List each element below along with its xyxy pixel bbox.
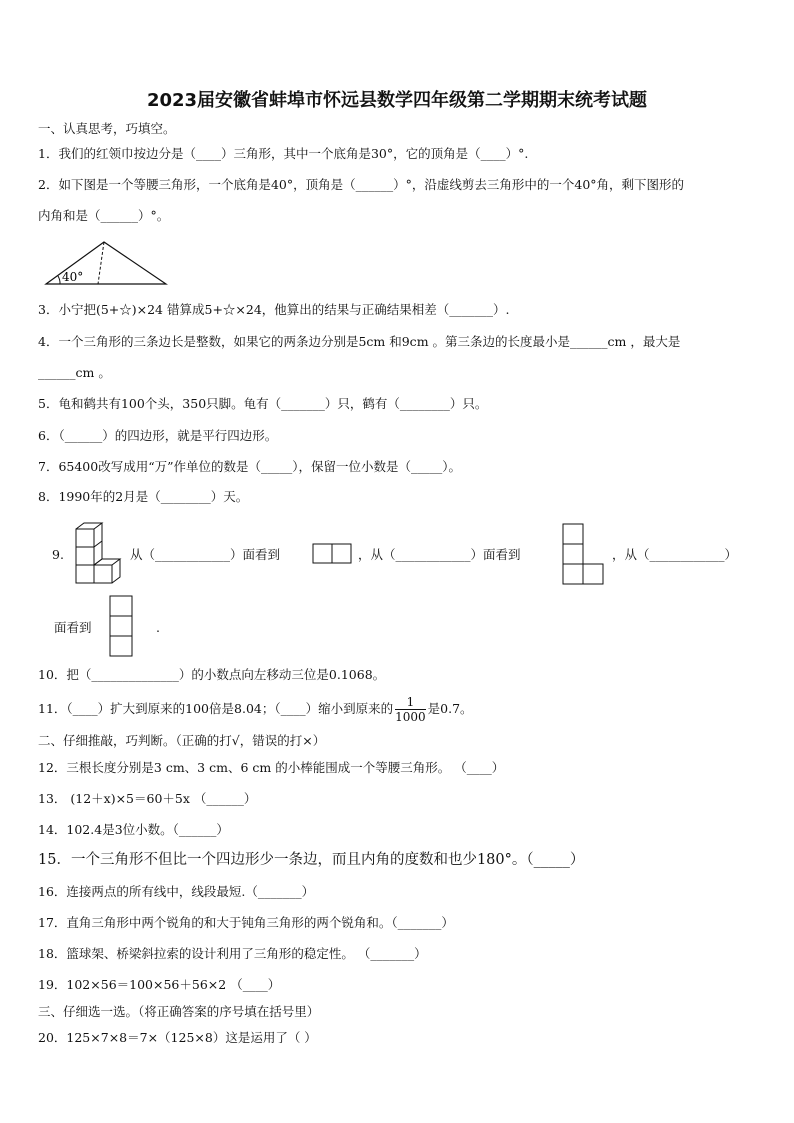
question-7: 7．65400改写成用“万”作单位的数是（_____），保留一位小数是（_____）。 <box>38 459 461 474</box>
angle-arc <box>58 276 60 284</box>
question-1: 1．我们的红领巾按边分是（____）三角形，其中一个底角是30°，它的顶角是（____）°. <box>38 146 529 161</box>
question-9-dot: . <box>156 620 160 635</box>
question-3: 3．小宁把(5+☆)×24 错算成5+☆×24，他算出的结果与正确结果相差（_______）. <box>38 302 510 317</box>
question-15: 15．一个三角形不但比一个四边形少一条边，而且内角的度数和也少180°。（_____） <box>38 852 585 868</box>
question-19: 19．102×56＝100×56＋56×2 （____） <box>38 977 281 992</box>
question-11-part1: 11．（____）扩大到原来的100倍是8.04；（____）缩小到原来的 <box>38 701 394 716</box>
view-l-shape <box>562 523 606 585</box>
question-4-line2: ______cm 。 <box>38 365 111 380</box>
question-8: 8．1990年的2月是（________）天。 <box>38 489 249 504</box>
question-9-number: 9. <box>52 547 64 562</box>
question-11 <box>38 694 473 724</box>
question-2-line2: 内角和是（______）°。 <box>38 208 170 223</box>
question-14: 14．102.4是3位小数。（______） <box>38 822 229 837</box>
question-9-from2: ，从（____________）面看到 <box>358 547 521 562</box>
question-9-from1: 从（____________）面看到 <box>130 547 281 562</box>
view-two-squares-horizontal <box>312 543 352 565</box>
question-16: 16．连接两点的所有线中，线段最短.（_______） <box>38 884 315 899</box>
question-9-from3: ，从（____________） <box>612 547 738 562</box>
question-4-line1: 4．一个三角形的三条边长是整数，如果它的两条边分别是5cm 和9cm 。第三条边的长度最小是______cm ，最大是 <box>38 334 681 349</box>
question-11-part2: 是0.7。 <box>427 701 473 716</box>
page-title: 2023届安徽省蚌埠市怀远县数学四年级第二学期期末统考试题 <box>146 90 648 111</box>
question-20: 20．125×7×8＝7×（125×8）这是运用了（ ） <box>38 1030 317 1045</box>
question-2-line1: 2．如下图是一个等腰三角形，一个底角是40°，顶角是（______）°，沿虚线剪去三角形中的一个40°角，剩下图形的 <box>38 177 685 192</box>
section-3-heading: 三、仔细选一选。（将正确答案的序号填在括号里） <box>38 1004 320 1019</box>
question-12: 12．三根长度分别是3 cm、3 cm、6 cm 的小棒能围成一个等腰三角形。 （____） <box>38 760 505 775</box>
section-1-heading: 一、认真思考，巧填空。 <box>38 121 176 136</box>
view-three-squares-vertical <box>109 595 135 659</box>
dashed-cut-line <box>98 242 104 284</box>
question-10: 10．把（______________）的小数点向左移动三位是0.1068。 <box>38 667 386 682</box>
fraction-denominator: 1000 <box>395 710 426 724</box>
question-5: 5．龟和鹤共有100个头，350只脚。龟有（_______）只，鹤有（________）只。 <box>38 396 488 411</box>
fraction-one-thousandth <box>395 695 426 724</box>
cube-stack-figure <box>72 521 124 587</box>
question-6: 6．（______）的四边形，就是平行四边形。 <box>38 428 278 443</box>
question-17: 17．直角三角形中两个锐角的和大于钝角三角形的两个锐角和。（_______） <box>38 915 454 930</box>
question-18: 18．篮球架、桥梁斜拉索的设计利用了三角形的稳定性。 （_______） <box>38 946 427 961</box>
angle-label: 40° <box>62 270 84 284</box>
question-9-end: 面看到 <box>54 620 92 635</box>
fraction-numerator: 1 <box>406 695 415 709</box>
section-2-heading: 二、仔细推敲，巧判断。（正确的打√，错误的打×） <box>38 733 326 748</box>
isosceles-triangle-figure <box>44 238 168 288</box>
question-13: 13． (12＋x)×5＝60＋5x （______） <box>38 791 257 806</box>
